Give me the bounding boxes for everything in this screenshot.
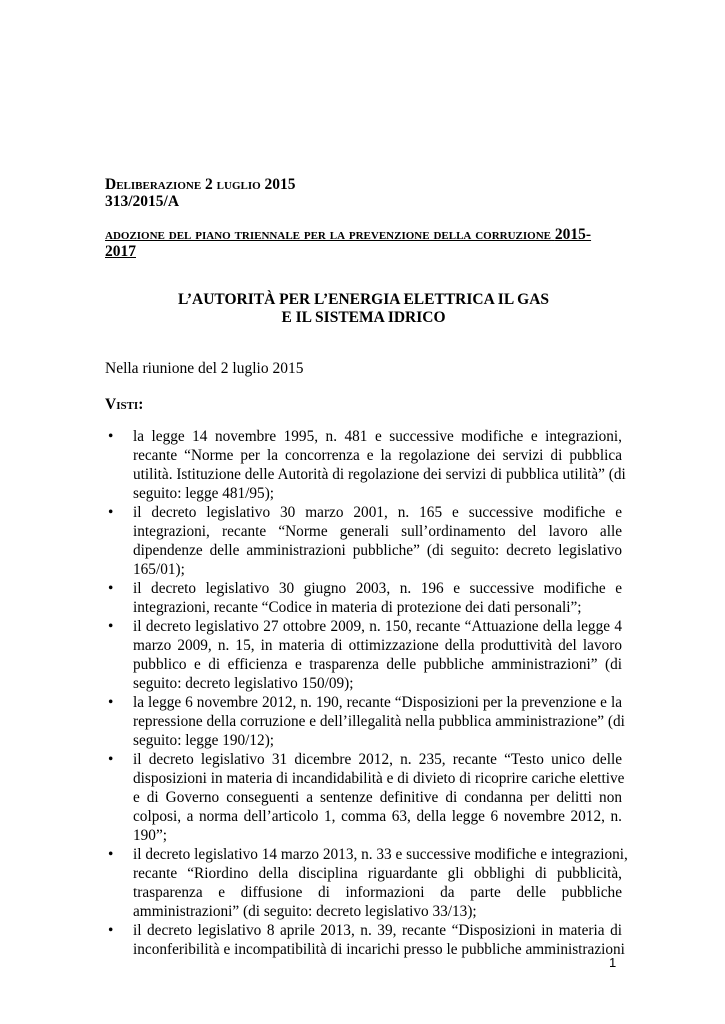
- subject-year-end: 2017: [105, 243, 136, 260]
- list-item-line: trasparenza e diffusione di informazioni da parte delle pubbliche: [133, 884, 622, 901]
- list-item-line: il decreto legislativo 14 marzo 2013, n. 33 e successive modifiche e integrazioni,: [133, 846, 628, 863]
- list-item-line: integrazioni, recante “Codice in materia di protezione dei dati personali”;: [133, 599, 582, 616]
- bullet-icon: •: [108, 504, 114, 521]
- list-item: [105, 427, 626, 503]
- deliberation-date: Deliberazione 2 luglio 2015: [105, 176, 296, 193]
- bullet-icon: •: [108, 694, 114, 711]
- list-item: [105, 750, 625, 845]
- meeting-date: Nella riunione del 2 luglio 2015: [105, 360, 304, 377]
- bullet-icon: •: [108, 580, 114, 597]
- list-item-line: recante “Norme per la concorrenza e la regolazione dei servizi di pubblica: [133, 447, 622, 464]
- subject-year-start: 2015-: [554, 226, 592, 243]
- visti-list: [105, 427, 628, 959]
- list-item-line: e di Governo conseguenti a sentenze definitive di condanna per delitti non: [133, 789, 622, 806]
- list-item-line: il decreto legislativo 30 marzo 2001, n. 165 e successive modifiche e: [133, 504, 622, 521]
- bullet-icon: •: [108, 751, 114, 768]
- list-item: [105, 693, 625, 750]
- list-item-line: 165/01);: [133, 561, 185, 578]
- list-item-line: la legge 14 novembre 1995, n. 481 e successive modifiche e integrazioni,: [133, 428, 622, 445]
- list-item-line: 190”;: [133, 827, 167, 844]
- list-item: [105, 617, 622, 693]
- deliberation-subject: [105, 226, 622, 260]
- bullet-icon: •: [108, 428, 114, 445]
- page-number: 1: [609, 955, 617, 970]
- list-item-line: colposi, a norma dell’articolo 1, comma 63, della legge 6 novembre 2012, n.: [133, 808, 622, 825]
- list-item-line: il decreto legislativo 8 aprile 2013, n. 39, recante “Disposizioni in materia di: [133, 922, 622, 939]
- bullet-icon: •: [108, 922, 114, 939]
- list-item-line: il decreto legislativo 27 ottobre 2009, n. 150, recante “Attuazione della legge 4: [133, 618, 622, 635]
- deliberation-number: 313/2015/A: [105, 193, 180, 210]
- subject-text: adozione del piano triennale per la prevenzione della corruzione: [105, 226, 552, 243]
- list-item-line: utilità. Istituzione delle Autorità di regolazione dei servizi di pubblica utilità” (di: [133, 466, 626, 483]
- authority-title-line1: L’AUTORITÀ PER L’ENERGIA ELETTRICA IL GAS: [177, 291, 550, 308]
- list-item-line: inconferibilità e incompatibilità di incarichi presso le pubbliche amministrazioni: [133, 941, 625, 958]
- list-item-line: integrazioni, recante “Norme generali sull’ordinamento del lavoro alle: [133, 523, 622, 540]
- list-item: [105, 921, 625, 959]
- list-item-line: marzo 2009, n. 15, in materia di ottimizzazione della produttività del lavoro: [133, 637, 622, 654]
- list-item-line: seguito: decreto legislativo 150/09);: [133, 675, 354, 692]
- list-item-line: repressione della corruzione e dell’illegalità nella pubblica amministrazione” (di: [133, 713, 625, 730]
- list-item-line: dipendenze delle amministrazioni pubbliche” (di seguito: decreto legislativo: [133, 542, 622, 559]
- list-item-line: disposizioni in materia di incandidabilità e di divieto di ricoprire cariche elettive: [133, 770, 625, 787]
- authority-title-line2: E IL SISTEMA IDRICO: [281, 309, 446, 326]
- list-item: [105, 579, 622, 617]
- list-item-line: seguito: legge 190/12);: [133, 732, 275, 749]
- list-item-line: recante “Riordino della disciplina riguardante gli obblighi di pubblicità,: [133, 865, 622, 882]
- bullet-icon: •: [108, 846, 114, 863]
- visti-heading: Visti:: [105, 396, 144, 413]
- list-item-line: il decreto legislativo 31 dicembre 2012, n. 235, recante “Testo unico delle: [133, 751, 622, 768]
- list-item-line: la legge 6 novembre 2012, n. 190, recante “Disposizioni per la prevenzione e la: [133, 694, 622, 711]
- list-item-line: il decreto legislativo 30 giugno 2003, n. 196 e successive modifiche e: [133, 580, 622, 597]
- list-item-line: amministrazioni” (di seguito: decreto legislativo 33/13);: [133, 903, 477, 920]
- list-item-line: pubblico e di efficienza e trasparenza delle pubbliche amministrazioni” (di: [133, 656, 622, 673]
- list-item: [105, 503, 622, 579]
- bullet-icon: •: [108, 618, 114, 635]
- list-item-line: seguito: legge 481/95);: [133, 485, 275, 502]
- list-item: [105, 845, 628, 921]
- authority-title: [105, 291, 622, 327]
